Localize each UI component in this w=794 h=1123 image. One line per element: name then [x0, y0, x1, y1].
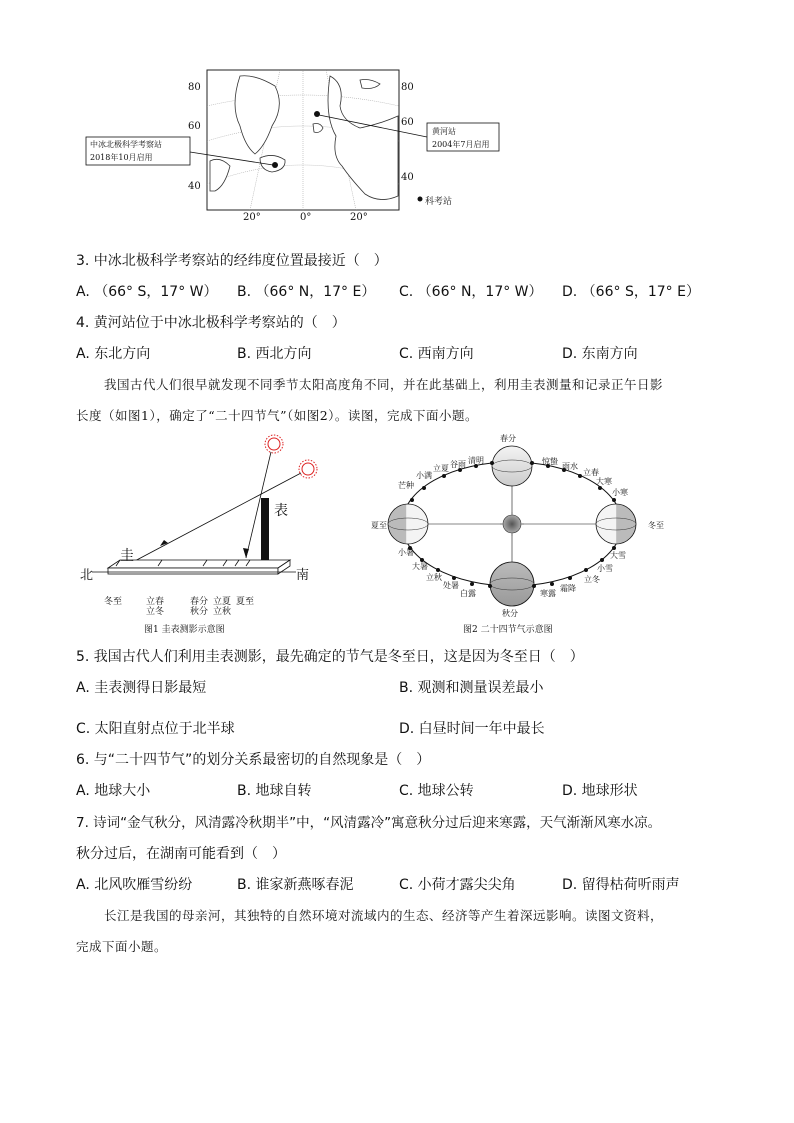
q3-option-d: D. （66° S，17° E）: [562, 284, 700, 300]
lat-label-left-80: 80: [188, 82, 201, 93]
passage-2-line-1: 长江是我国的母亲河，其独特的自然环境对流域内的生态、经济等产生着深远影响。读图文资料，: [104, 908, 664, 923]
label-xiaoxue: 小雪: [597, 564, 613, 573]
tick-lixia: 立夏: [213, 597, 232, 607]
label-liqiu: 立秋: [426, 573, 442, 582]
q5-option-a: A. 圭表测得日影最短: [76, 680, 207, 696]
label-mangzhong: 芒种: [398, 481, 414, 490]
q4-option-a: A. 东北方向: [76, 346, 151, 362]
label-qingming: 清明: [468, 456, 484, 465]
q7-option-b: B. 谁家新燕啄春泥: [237, 877, 354, 893]
tick-xiazhi: 夏至: [236, 597, 255, 607]
label-lixia: 立夏: [433, 464, 449, 473]
figure-2-caption: 图2 二十四节气示意图: [463, 625, 553, 635]
label-lichun: 立春: [583, 468, 599, 477]
q5-option-d: D. 白昼时间一年中最长: [399, 721, 545, 737]
station-china-name: 中冰北极科学考察站: [90, 140, 162, 149]
label-xiaohan: 小寒: [612, 488, 628, 497]
q4-option-c: C. 西南方向: [399, 346, 474, 362]
label-dahan: 大寒: [596, 477, 612, 486]
tick-lidong: 立冬: [146, 607, 165, 617]
sun-low: [299, 460, 317, 478]
label-dongzhi: 冬至: [648, 521, 664, 530]
lat-label-left-40: 40: [188, 181, 201, 192]
station-huanghe-name: 黄河站: [432, 127, 456, 136]
q5-option-b: B. 观测和测量误差最小: [399, 680, 544, 696]
label-hanlu: 寒露: [540, 589, 556, 598]
tick-qiufen: 秋分: [190, 607, 209, 617]
q7-option-d: D. 留得枯荷听雨声: [562, 877, 680, 893]
q4-stem: 4. 黄河站位于中冰北极科学考察站的（ ）: [76, 315, 346, 331]
q3-stem: 3. 中冰北极科学考察站的经纬度位置最接近（ ）: [76, 253, 388, 269]
label-jingzhe: 惊蛰: [542, 457, 558, 466]
label-lidong: 立冬: [584, 575, 600, 584]
q7-stem-2: 秋分过后，在湖南可能看到（ ）: [76, 846, 286, 862]
figure-2-svg: [352, 428, 682, 638]
label-dashu: 大暑: [412, 562, 428, 571]
south-label: 南: [296, 568, 310, 583]
tick-lichun: 立春: [146, 597, 165, 607]
map-legend-label: 科考站: [425, 197, 453, 207]
figure-2: [352, 428, 682, 638]
lat-label-left-60: 60: [188, 121, 201, 132]
gui-label: 圭: [120, 548, 134, 564]
label-guyu: 谷雨: [450, 460, 466, 469]
figure-1-caption: 图1 圭表测影示意图: [144, 625, 225, 635]
tick-dongzhi: 冬至: [104, 597, 123, 607]
biao-label: 表: [274, 503, 288, 519]
label-daxue: 大雪: [610, 551, 626, 560]
q6-option-a: A. 地球大小: [76, 783, 151, 799]
q7-option-c: C. 小荷才露尖尖角: [399, 877, 516, 893]
lat-label-right-60: 60: [401, 117, 414, 128]
q5-stem: 5. 我国古代人们利用圭表测影，最先确定的节气是冬至日，这是因为冬至日（ ）: [76, 649, 584, 665]
north-label: 北: [80, 568, 94, 583]
lon-label-20e: 20°: [350, 212, 368, 223]
q7-option-a: A. 北风吹雁雪纷纷: [76, 877, 193, 893]
lat-label-right-40: 40: [401, 172, 414, 183]
q6-option-c: C. 地球公转: [399, 783, 474, 799]
label-xiaoman: 小满: [416, 471, 432, 480]
q3-option-c: C. （66° N，17° W）: [399, 284, 543, 300]
q3-option-b: B. （66° N，17° E）: [237, 284, 376, 300]
q6-option-d: D. 地球形状: [562, 783, 638, 799]
sun-high: [265, 435, 283, 453]
passage-1-line-2: 长度（如图1），确定了“二十四节气”（如图2）。读图，完成下面小题。: [76, 408, 478, 423]
label-bailu: 白露: [460, 589, 476, 598]
lon-label-20w: 20°: [243, 212, 261, 223]
q6-stem: 6. 与“二十四节气”的划分关系最密切的自然现象是（ ）: [76, 752, 431, 768]
tick-liqiu: 立秋: [213, 607, 232, 617]
label-shuangjiang: 霜降: [560, 584, 576, 593]
q4-option-d: D. 东南方向: [562, 346, 638, 362]
lat-label-right-80: 80: [401, 82, 414, 93]
passage-2-line-2: 完成下面小题。: [76, 939, 168, 954]
q5-option-c: C. 太阳直射点位于北半球: [76, 721, 235, 737]
passage-1-line-1: 我国古代人们很早就发现不同季节太阳高度角不同，并在此基础上，利用圭表测量和记录正午日影: [104, 377, 664, 392]
label-xiaoshu: 小暑: [398, 548, 414, 557]
lon-label-0: 0°: [300, 212, 312, 223]
station-china-date: 2018年10月启用: [90, 153, 153, 162]
label-yushui: 雨水: [562, 462, 578, 471]
label-qiufen: 秋分: [502, 609, 518, 618]
tick-chunfen: 春分: [190, 597, 209, 607]
q7-stem: 7. 诗词“金气秋分，风清露冷秋期半”中，“风清露冷”寓意秋分过后迎来寒露，天气渐渐风寒水凉。: [76, 815, 662, 831]
station-huanghe-date: 2004年7月启用: [432, 140, 490, 149]
q6-option-b: B. 地球自转: [237, 783, 312, 799]
q4-option-b: B. 西北方向: [237, 346, 312, 362]
q3-option-a: A. （66° S，17° W）: [76, 284, 218, 300]
label-chunfen: 春分: [500, 434, 516, 443]
label-xiazhi: 夏至: [371, 521, 387, 530]
label-chushu: 处暑: [443, 581, 459, 590]
